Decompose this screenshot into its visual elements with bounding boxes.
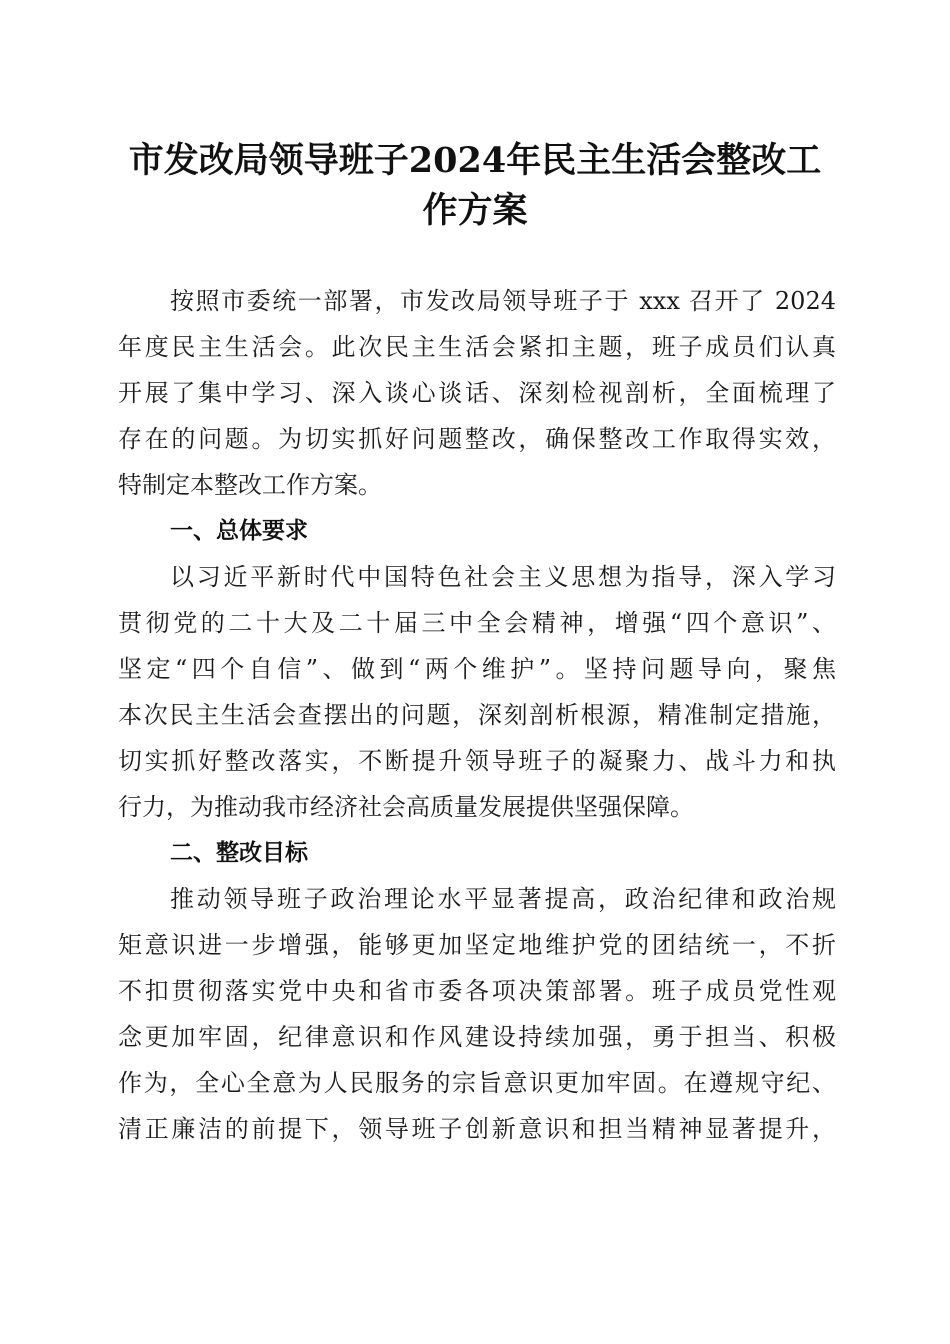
intro-line: 开展了集中学习、深入谈心谈话、深刻检视剖析，全面梳理了 [118,379,836,407]
paragraph-line: 念更加牢固，纪律意识和作风建设持续加强，勇于担当、积极 [118,1023,836,1051]
paragraph-line: 切实抓好整改落实，不断提升领导班子的凝聚力、战斗力和执 [118,747,836,775]
intro-line: 特制定本整改工作方案。 [118,471,382,499]
paragraph-line: 清正廉洁的前提下，领导班子创新意识和担当精神显著提升， [118,1115,836,1143]
paragraph-line: 以习近平新时代中国特色社会主义思想为指导，深入学习 [170,563,836,591]
paragraph-line: 矩意识进一步增强，能够更加坚定地维护党的团结统一，不折 [118,931,836,959]
title-line-2: 作方案 [422,190,528,231]
paragraph-line: 坚定“四个自信”、做到“两个维护”。坚持问题导向，聚焦 [118,655,836,683]
title-line-1: 市发改局领导班子2024年民主生活会整改工 [128,140,822,181]
intro-paragraph [118,278,836,508]
paragraph-line: 不扣贯彻落实党中央和省市委各项决策部署。班子成员党性观 [118,977,836,1005]
paragraph-line: 本次民主生活会查摆出的问题，深刻剖析根源，精准制定措施， [118,701,836,729]
paragraph-line: 作为，全心全意为人民服务的宗旨意识更加牢固。在遵规守纪、 [118,1069,836,1097]
paragraph-line: 贯彻党的二十大及二十届三中全会精神，增强“四个意识”、 [118,609,836,637]
document-title [100,136,850,236]
intro-line: 年度民主生活会。此次民主生活会紧扣主题，班子成员们认真 [118,333,836,361]
intro-line: 存在的问题。为切实抓好问题整改，确保整改工作取得实效， [118,425,836,453]
intro-line: 按照市委统一部署，市发改局领导班子于 xxx 召开了 2024 [170,287,836,315]
section-general-requirements [118,508,836,830]
paragraph-line: 推动领导班子政治理论水平显著提高，政治纪律和政治规 [170,885,836,913]
section-heading: 一、总体要求 [170,518,308,544]
document-body [118,278,836,1152]
paragraph-line: 行力，为推动我市经济社会高质量发展提供坚强保障。 [118,793,694,821]
section-heading: 二、整改目标 [170,840,308,866]
section-rectification-goals [118,830,836,1152]
